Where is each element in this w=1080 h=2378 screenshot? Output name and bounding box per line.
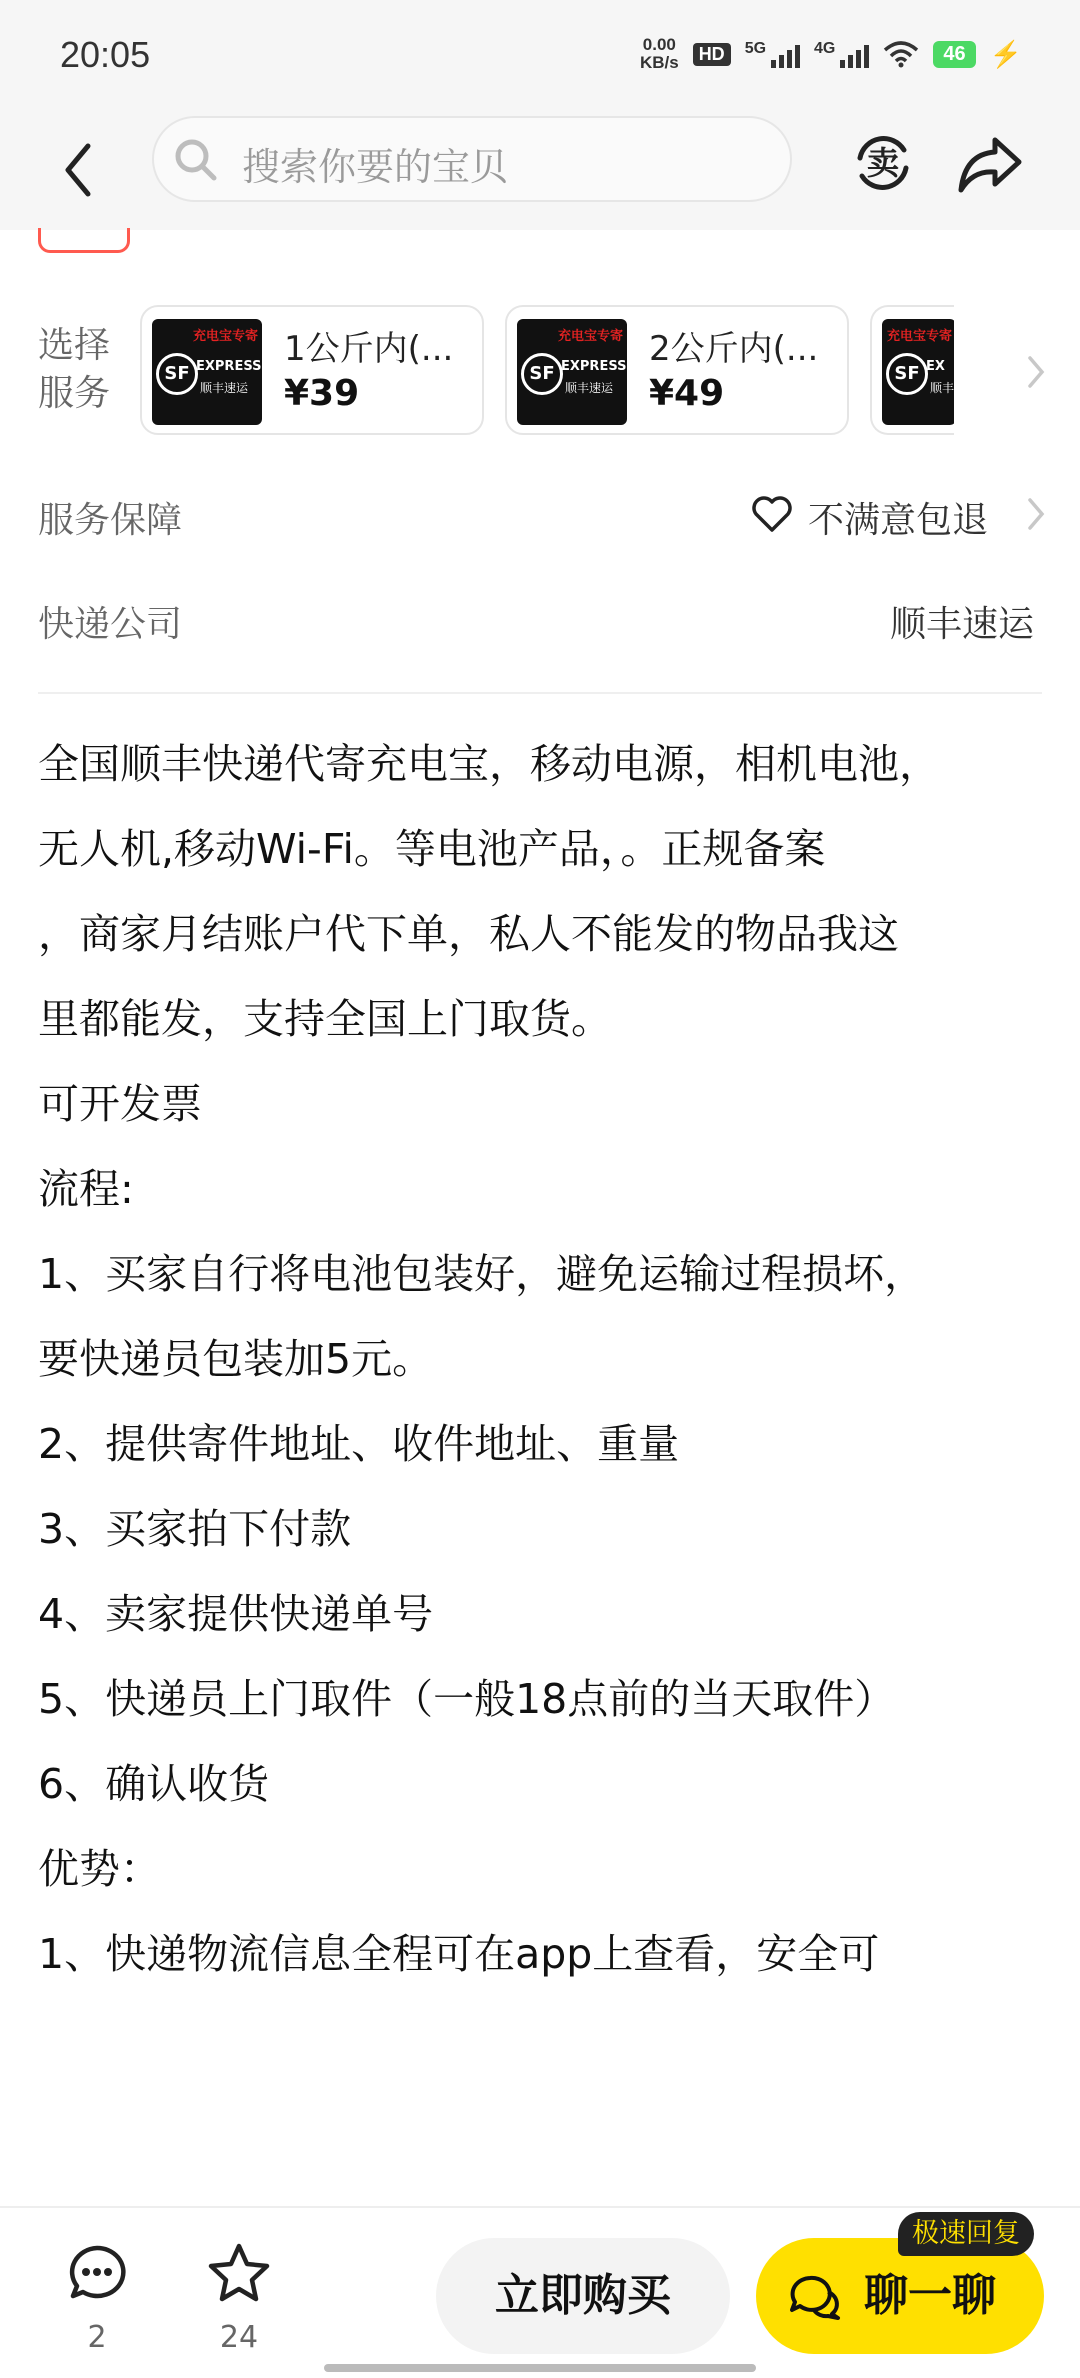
network-speed-unit: KB/s: [639, 53, 679, 72]
description-line: 流程:: [38, 1165, 134, 1213]
sf-express-thumbnail: [152, 319, 262, 425]
description-line: 1、快递物流信息全程可在app上查看，安全可: [38, 1930, 880, 1978]
home-indicator[interactable]: [324, 2364, 756, 2372]
comment-icon: [65, 2242, 129, 2302]
product-description: [38, 722, 1048, 1997]
battery-icon: 46: [933, 41, 975, 68]
description-line: 全国顺丰快递代寄充电宝，移动电源，相机电池，: [38, 740, 940, 788]
thumbnail-top-text: 充电宝专寄: [886, 329, 952, 344]
service-option-price: ¥49: [649, 373, 725, 414]
favorite-button[interactable]: [204, 2242, 274, 2306]
search-placeholder: 搜索你要的宝贝: [242, 145, 509, 189]
status-icons: [640, 36, 1022, 72]
share-icon[interactable]: [955, 132, 1025, 196]
signal-5g-icon: [745, 40, 800, 68]
description-line: 可开发票: [38, 1080, 202, 1128]
thumbnail-express-text: EXPRESS: [561, 359, 627, 374]
description-line: 无人机,移动Wi-Fi。等电池产品，。正规备案: [38, 825, 826, 873]
description-line: 4、卖家提供快递单号: [38, 1590, 434, 1638]
description-line: 2、提供寄件地址、收件地址、重量: [38, 1420, 680, 1468]
thumbnail-express-text: EXPRESS: [196, 359, 262, 374]
back-icon[interactable]: [52, 132, 102, 208]
heart-icon: [750, 494, 794, 534]
hd-voice-icon: HD: [693, 43, 731, 66]
thumbnail-top-text: 充电宝专寄: [192, 329, 258, 344]
search-icon: [172, 136, 218, 182]
status-bar: [0, 0, 1080, 110]
star-icon: [207, 2242, 271, 2302]
description-line: 优势：: [38, 1845, 161, 1893]
sf-express-thumbnail: [517, 319, 627, 425]
guarantee-chevron-icon[interactable]: [1026, 496, 1046, 532]
service-option-price: ¥39: [284, 373, 360, 414]
top-nav: [0, 110, 1080, 230]
fast-reply-badge: 极速回复: [898, 2212, 1034, 2256]
favorite-count: 24: [219, 2320, 259, 2355]
chat-label: 聊一聊: [864, 2270, 996, 2321]
description-line: 5、快递员上门取件（一般18点前的当天取件）: [38, 1675, 896, 1723]
network-speed-value: 0.00: [642, 35, 676, 54]
thumbnail-top-text: 充电宝专寄: [557, 329, 623, 344]
buy-now-button[interactable]: 立即购买: [436, 2238, 730, 2354]
guarantee-value[interactable]: 不满意包退: [808, 500, 989, 541]
wifi-icon: [883, 40, 919, 68]
service-option-2kg[interactable]: [505, 305, 849, 435]
service-select-label: 选择服务: [38, 325, 111, 414]
search-input[interactable]: [152, 116, 792, 202]
thumbnail-cn-text: 顺丰速运: [200, 381, 249, 395]
description-line: 要快递员包装加5元。: [38, 1335, 434, 1383]
courier-label: 快递公司: [38, 604, 183, 645]
signal-4g-icon: [814, 40, 869, 68]
status-time: 20:05: [60, 34, 151, 75]
divider: [38, 692, 1042, 694]
description-line: 6、确认收货: [38, 1760, 270, 1808]
sf-express-thumbnail: [882, 319, 954, 425]
description-line: ，商家月结账户代下单，私人不能发的物品我这: [38, 910, 899, 958]
service-option-name: 2公斤内(...: [649, 329, 819, 369]
service-option-3[interactable]: [870, 305, 954, 435]
service-option-name: 1公斤内(...: [284, 329, 454, 369]
signal-5g-label: 5G: [744, 40, 767, 57]
sf-logo-icon: SF: [156, 353, 198, 395]
thumbnail-cn-text: 顺丰: [930, 381, 954, 395]
description-line: 3、买家拍下付款: [38, 1505, 352, 1553]
description-line: 1、买家自行将电池包装好，避免运输过程损坏，: [38, 1250, 926, 1298]
network-speed: [640, 36, 679, 72]
sell-icon[interactable]: [848, 128, 918, 198]
description-line: 里都能发，支持全国上门取货。: [38, 995, 612, 1043]
svg-text:卖: 卖: [866, 144, 900, 182]
sf-logo-icon: SF: [886, 353, 928, 395]
shipping-tag: [38, 228, 130, 253]
comment-button[interactable]: [62, 2242, 132, 2306]
comment-count: 2: [87, 2320, 107, 2355]
chat-icon: [788, 2272, 844, 2322]
courier-value: 顺丰速运: [890, 604, 1035, 645]
guarantee-label: 服务保障: [38, 500, 183, 541]
thumbnail-express-text: EX: [926, 359, 945, 374]
charging-icon: ⚡: [989, 38, 1022, 69]
service-option-1kg[interactable]: [140, 305, 484, 435]
thumbnail-cn-text: 顺丰速运: [565, 381, 614, 395]
service-more-chevron-icon[interactable]: [1026, 354, 1046, 390]
sf-logo-icon: SF: [521, 353, 563, 395]
signal-4g-label: 4G: [814, 40, 836, 57]
